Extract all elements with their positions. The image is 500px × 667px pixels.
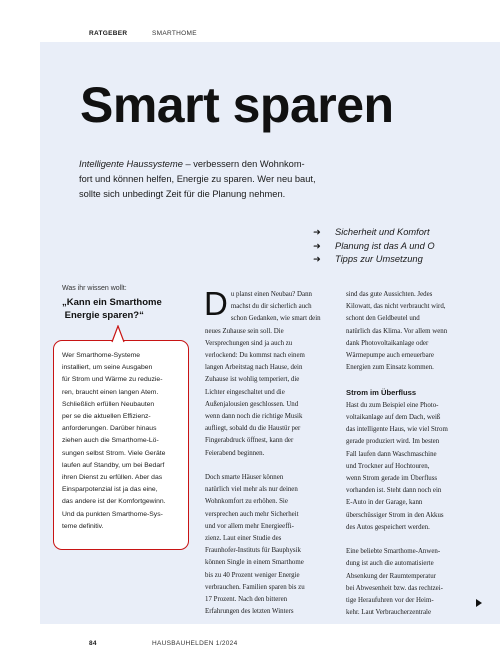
highlight-item bbox=[313, 253, 435, 267]
continue-triangle-icon bbox=[476, 599, 482, 607]
faq-answer-line: ihren Dienst zu erfüllen. Aber das bbox=[62, 474, 163, 482]
article-line: können Single in einem Smarthome bbox=[205, 559, 304, 567]
highlight-list bbox=[313, 226, 435, 267]
arrow-right-icon: ➜ bbox=[313, 254, 321, 264]
highlight-text: Planung ist das A und O bbox=[335, 240, 435, 251]
article-line: Außenjalousien geschlossen. Und bbox=[205, 400, 299, 408]
article-line: Versprechungen sind ja auch zu bbox=[205, 339, 293, 347]
lead-line: – verbessern den Wohnkom- bbox=[182, 159, 305, 169]
article-line: natürlich das Klima. Vor allem wenn bbox=[346, 327, 448, 335]
faq-answer-line: laufen auf Standby, um bei Bedarf bbox=[62, 461, 165, 469]
article-line: verlockend: Du kommst nach einem bbox=[205, 352, 305, 360]
faq-answer-line: sungen selbst Strom. Viele Geräte bbox=[62, 449, 166, 457]
article-line: Fall laufen dann Waschmaschine bbox=[346, 450, 437, 458]
article-column-1 bbox=[204, 285, 338, 618]
article-line: verbrauchen. Familien sparen bis zu bbox=[205, 583, 305, 591]
article-line: langen Arbeitstag nach Hause, dein bbox=[205, 364, 303, 372]
faq-answer-line: anforderungen. Darüber hinaus bbox=[62, 425, 157, 433]
article-line: wenn dann noch die richtige Musik bbox=[205, 413, 303, 421]
article-line: zienz. Laut einer Studie des bbox=[205, 535, 282, 543]
article-line: machst du dir sicherlich auch bbox=[230, 303, 312, 311]
faq-answer-line: Wer Smarthome-Systeme bbox=[62, 352, 141, 359]
article-line: bei Abwesenheit bzw. das rechtzei- bbox=[346, 584, 443, 592]
article-line: überschüssiger Strom in den Akkus bbox=[346, 511, 444, 519]
article-line: neues Zuhause sein soll. Die bbox=[205, 327, 284, 335]
faq-answer-line: ziehen auch die Smarthome-Lö- bbox=[62, 437, 159, 445]
faq-answer-line: installiert, um seine Ausgaben bbox=[62, 364, 153, 372]
highlight-item bbox=[313, 240, 435, 254]
article-line: Kilowatt, das nicht verbraucht wird, bbox=[346, 303, 446, 311]
faq-answer-line: teme definitiv. bbox=[62, 522, 104, 530]
lead-line: sollte sich unbedingt Zeit für die Planung nehmen. bbox=[79, 189, 286, 199]
drop-cap: D bbox=[204, 285, 228, 322]
faq-answer-line: das andere ist der Komfortgewinn. bbox=[62, 498, 166, 506]
highlight-text: Sicherheit und Komfort bbox=[335, 227, 430, 237]
arrow-right-icon: ➜ bbox=[313, 227, 321, 237]
article-line: gerade produziert wird. Im besten bbox=[346, 438, 440, 446]
article-line: 17 Prozent. Nach den bitteren bbox=[205, 596, 288, 604]
article-line: u planst einen Neubau? Dann bbox=[230, 291, 312, 298]
lead-line: fort und können helfen, Energie zu sparen. Wer neu baut, bbox=[79, 174, 316, 184]
article-line: Eine beliebte Smarthome-Anwen- bbox=[346, 548, 441, 556]
article-line: sind das gute Aussichten. Jedes bbox=[346, 291, 433, 298]
rubric-label: RATGEBER bbox=[89, 30, 128, 37]
article-line: versprechen auch mehr Sicherheit bbox=[205, 510, 299, 518]
article-line: tige Heraufuhren vor der Heim- bbox=[346, 597, 434, 605]
article-subheading: Strom im Überfluss bbox=[346, 387, 417, 397]
article-line: Feierabend beginnen. bbox=[205, 449, 265, 457]
magazine-issue: HAUSBAUHELDEN 1/2024 bbox=[152, 640, 238, 647]
highlight-text: Tipps zur Umsetzung bbox=[335, 254, 423, 264]
article-line: dung ist auch die automatisierte bbox=[346, 560, 434, 568]
highlight-item bbox=[313, 226, 435, 240]
article-line: Wohnkomfort zu erhöhen. Sie bbox=[205, 498, 288, 506]
faq-answer-line: Schließlich erfüllen Neubauten bbox=[62, 400, 155, 408]
article-line: das intelligente Haus, wie viel Strom bbox=[346, 426, 448, 434]
article-line: und Trockner auf Hochtouren, bbox=[346, 462, 430, 470]
section-label: SMARTHOME bbox=[152, 30, 197, 37]
faq-answer-line: Und da punkten Smarthome-Sys- bbox=[62, 510, 163, 518]
article-line: aufliegt, sobald du die Haustür per bbox=[205, 425, 301, 433]
faq-answer-line: für Strom und Wärme zu reduzie- bbox=[62, 376, 163, 384]
article-line: Fraunhofer-Instituts für Bauphysik bbox=[205, 547, 301, 555]
article-line: natürlich viel mehr als nur deinen bbox=[205, 486, 298, 494]
article-line: kehr. Laut Verbraucherzentrale bbox=[346, 609, 432, 617]
article-line: Absenkung der Raumtemperatur bbox=[346, 572, 436, 580]
faq-answer-line: per se die aktuellen Effizienz- bbox=[62, 413, 151, 421]
article-line: wenn Strom gerade im Überfluss bbox=[346, 475, 438, 483]
faq-answer-line: Einsparpotenzial ist ja das eine, bbox=[62, 486, 158, 494]
page-title: Smart sparen bbox=[80, 77, 394, 133]
arrow-right-icon: ➜ bbox=[313, 240, 321, 251]
faq-question-line: „Kann ein Smarthome bbox=[62, 297, 162, 308]
article-line: Wärmepumpe auch erneuerbare bbox=[346, 352, 434, 360]
article-line: schon Gedanken, wie smart dein bbox=[230, 315, 321, 323]
article-line: bis zu 40 Prozent weniger Energie bbox=[205, 571, 300, 579]
article-line: Fingerabdruck öffnest, kann der bbox=[205, 437, 294, 445]
article-line: schont den Geldbeutel und bbox=[346, 315, 420, 323]
article-line: Erfahrungen des letzten Winters bbox=[205, 608, 294, 616]
lead-emphasis: Intelligente Haussysteme bbox=[79, 159, 183, 169]
article-line: und vor allem mehr Energieeffi- bbox=[205, 522, 294, 530]
article-line: Hast du zum Beispiel eine Photo- bbox=[346, 401, 439, 409]
article-line: vorhanden ist. Steht dann noch ein bbox=[346, 487, 442, 495]
faq-question bbox=[62, 297, 172, 322]
article-line: voltaikanlage auf dem Dach, weiß bbox=[346, 414, 441, 422]
header-bar bbox=[0, 0, 500, 42]
article-line: des Autos gespeichert werden. bbox=[346, 523, 430, 531]
article-line: E-Auto in der Garage, kann bbox=[346, 499, 423, 507]
faq-question-line: Energie sparen?“ bbox=[64, 309, 144, 321]
speech-bubble-tail-icon bbox=[111, 325, 125, 343]
article-line: Zuhause ist wohlig temperiert, die bbox=[205, 376, 300, 384]
article-column-2 bbox=[346, 289, 478, 619]
page-number: 84 bbox=[89, 640, 97, 647]
article-line: Doch smarte Häuser können bbox=[205, 474, 284, 482]
faq-answer-line: ren, braucht einen langen Atem. bbox=[62, 388, 159, 396]
faq-answer bbox=[62, 350, 186, 533]
lead-paragraph bbox=[79, 157, 319, 202]
article-line: Lichter eingeschaltet und die bbox=[205, 388, 285, 396]
article-line: dank Photovoltaikanlage oder bbox=[346, 339, 429, 347]
faq-label: Was ihr wissen wollt: bbox=[62, 285, 127, 292]
article-line: Energien zum Einsatz kommen. bbox=[346, 364, 434, 372]
